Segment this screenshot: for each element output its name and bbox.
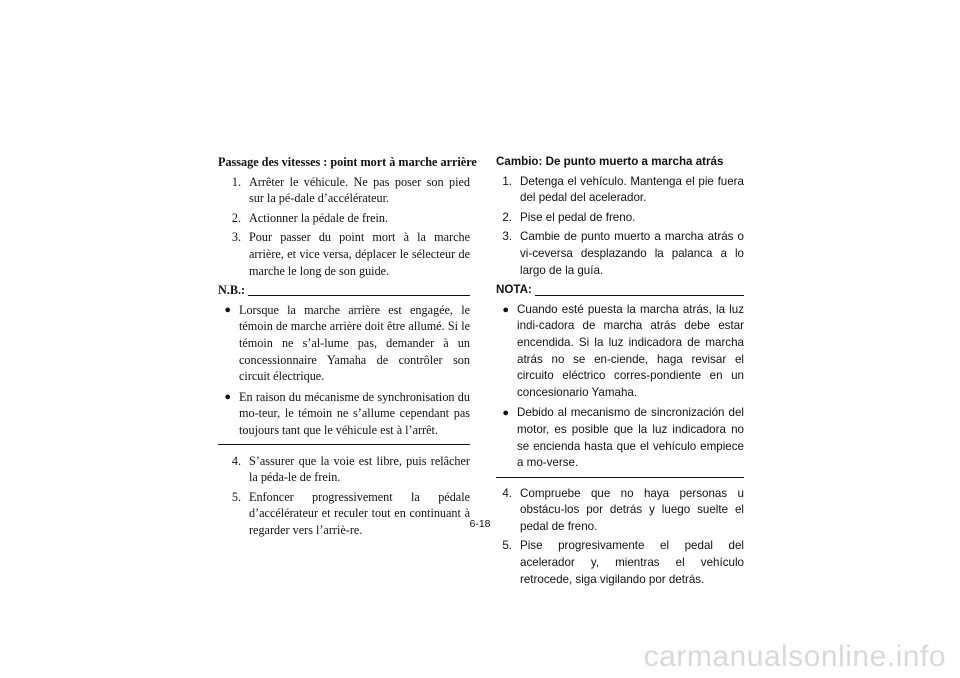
bullet-icon: ● — [502, 303, 509, 316]
bullet-icon: ● — [224, 390, 231, 403]
step-item — [218, 453, 470, 486]
note-rule — [535, 295, 744, 296]
note-header — [496, 282, 744, 299]
step-number: 5. — [231, 489, 241, 504]
note-item — [496, 302, 744, 402]
note-item — [496, 405, 744, 471]
note-text: En raison du mécanisme de synchronisation du mo-teur, le témoin ne s’allume cependant pas toujours tant que le véhicule est à l’arrêt. — [239, 389, 470, 437]
note-item — [218, 302, 470, 385]
note-rule — [248, 295, 470, 296]
bullet-icon: ● — [224, 303, 231, 316]
section-heading: Cambio: De punto muerto a marcha atrás — [496, 155, 724, 168]
step-item — [496, 538, 744, 588]
step-item — [218, 489, 470, 539]
note-end-rule — [218, 444, 470, 445]
page-number: 6-18 — [469, 518, 491, 530]
step-number: 4. — [231, 453, 241, 468]
note-end-rule — [496, 477, 744, 478]
step-item — [496, 210, 744, 227]
step-number: 1. — [231, 174, 241, 189]
section-heading: Passage des vitesses : point mort à marche arrière — [218, 155, 477, 169]
step-text: Actionner la pédale de frein. — [249, 210, 389, 225]
step-item — [496, 229, 744, 279]
step-text: Cambie de punto muerto a marcha atrás o vi-ceversa desplazando la palanca a lo largo de la guía. — [520, 230, 744, 277]
note-label: N.B.: — [218, 283, 246, 298]
note-text: Lorsque la marche arrière est engagée, le témoin de marche arrière doit être allumé. Si le témoin ne s’al-lume pas, demander à un concessionnaire Yamaha de contrôler son circuit électrique. — [239, 302, 470, 384]
step-text: Pise el pedal de freno. — [520, 210, 636, 224]
step-text: Enfoncer progressivement la pédale d’accélérateur et reculer tout en continuant à regarder vers l’arriè-re. — [249, 489, 470, 537]
note-text: Cuando esté puesta la marcha atrás, la luz indi-cadora de marcha atrás debe estar encendida. Si la luz indicadora de marcha atrás no se en-ciende, haga revisar el circuito eléctrico corres-pondiente en un concesionario Yamaha. — [517, 302, 744, 399]
note-item — [218, 389, 470, 439]
note-header — [218, 282, 470, 299]
step-item — [496, 174, 744, 207]
step-text: Arrêter le véhicule. Ne pas poser son pied sur la pé-dale d’accélérateur. — [249, 174, 470, 206]
step-number: 5. — [502, 539, 512, 553]
step-item — [218, 210, 470, 227]
step-item — [218, 229, 470, 279]
step-text: Compruebe que no haya personas u obstácu-los por detrás y luego suelte el pedal de freno. — [520, 486, 744, 533]
step-number: 1. — [502, 174, 512, 188]
step-number: 4. — [502, 486, 512, 500]
step-text: Pour passer du point mort à la marche arrière, et vice versa, déplacer le sélecteur de marche le long de son guide. — [249, 230, 470, 278]
step-item — [218, 174, 470, 207]
step-text: Detenga el vehículo. Mantenga el pie fuera del pedal del acelerador. — [520, 174, 744, 205]
bullet-icon: ● — [502, 407, 509, 420]
step-number: 2. — [502, 210, 512, 224]
note-label: NOTA: — [496, 283, 532, 297]
step-number: 3. — [502, 230, 512, 244]
step-text: Pise progresivamente el pedal del acelerador y, mientras el vehículo retrocede, siga vigilando por detrás. — [520, 539, 744, 586]
step-number: 3. — [231, 230, 241, 245]
note-text: Debido al mecanismo de sincronización del motor, es posible que la luz indicadora no se encienda hasta que el vehículo empiece a mo-verse. — [517, 406, 744, 470]
watermark: carmanualsonline.info — [643, 640, 946, 673]
step-text: S’assurer que la voie est libre, puis relâcher la péda-le de frein. — [249, 453, 470, 485]
step-number: 2. — [231, 210, 241, 225]
french-column — [218, 154, 477, 541]
